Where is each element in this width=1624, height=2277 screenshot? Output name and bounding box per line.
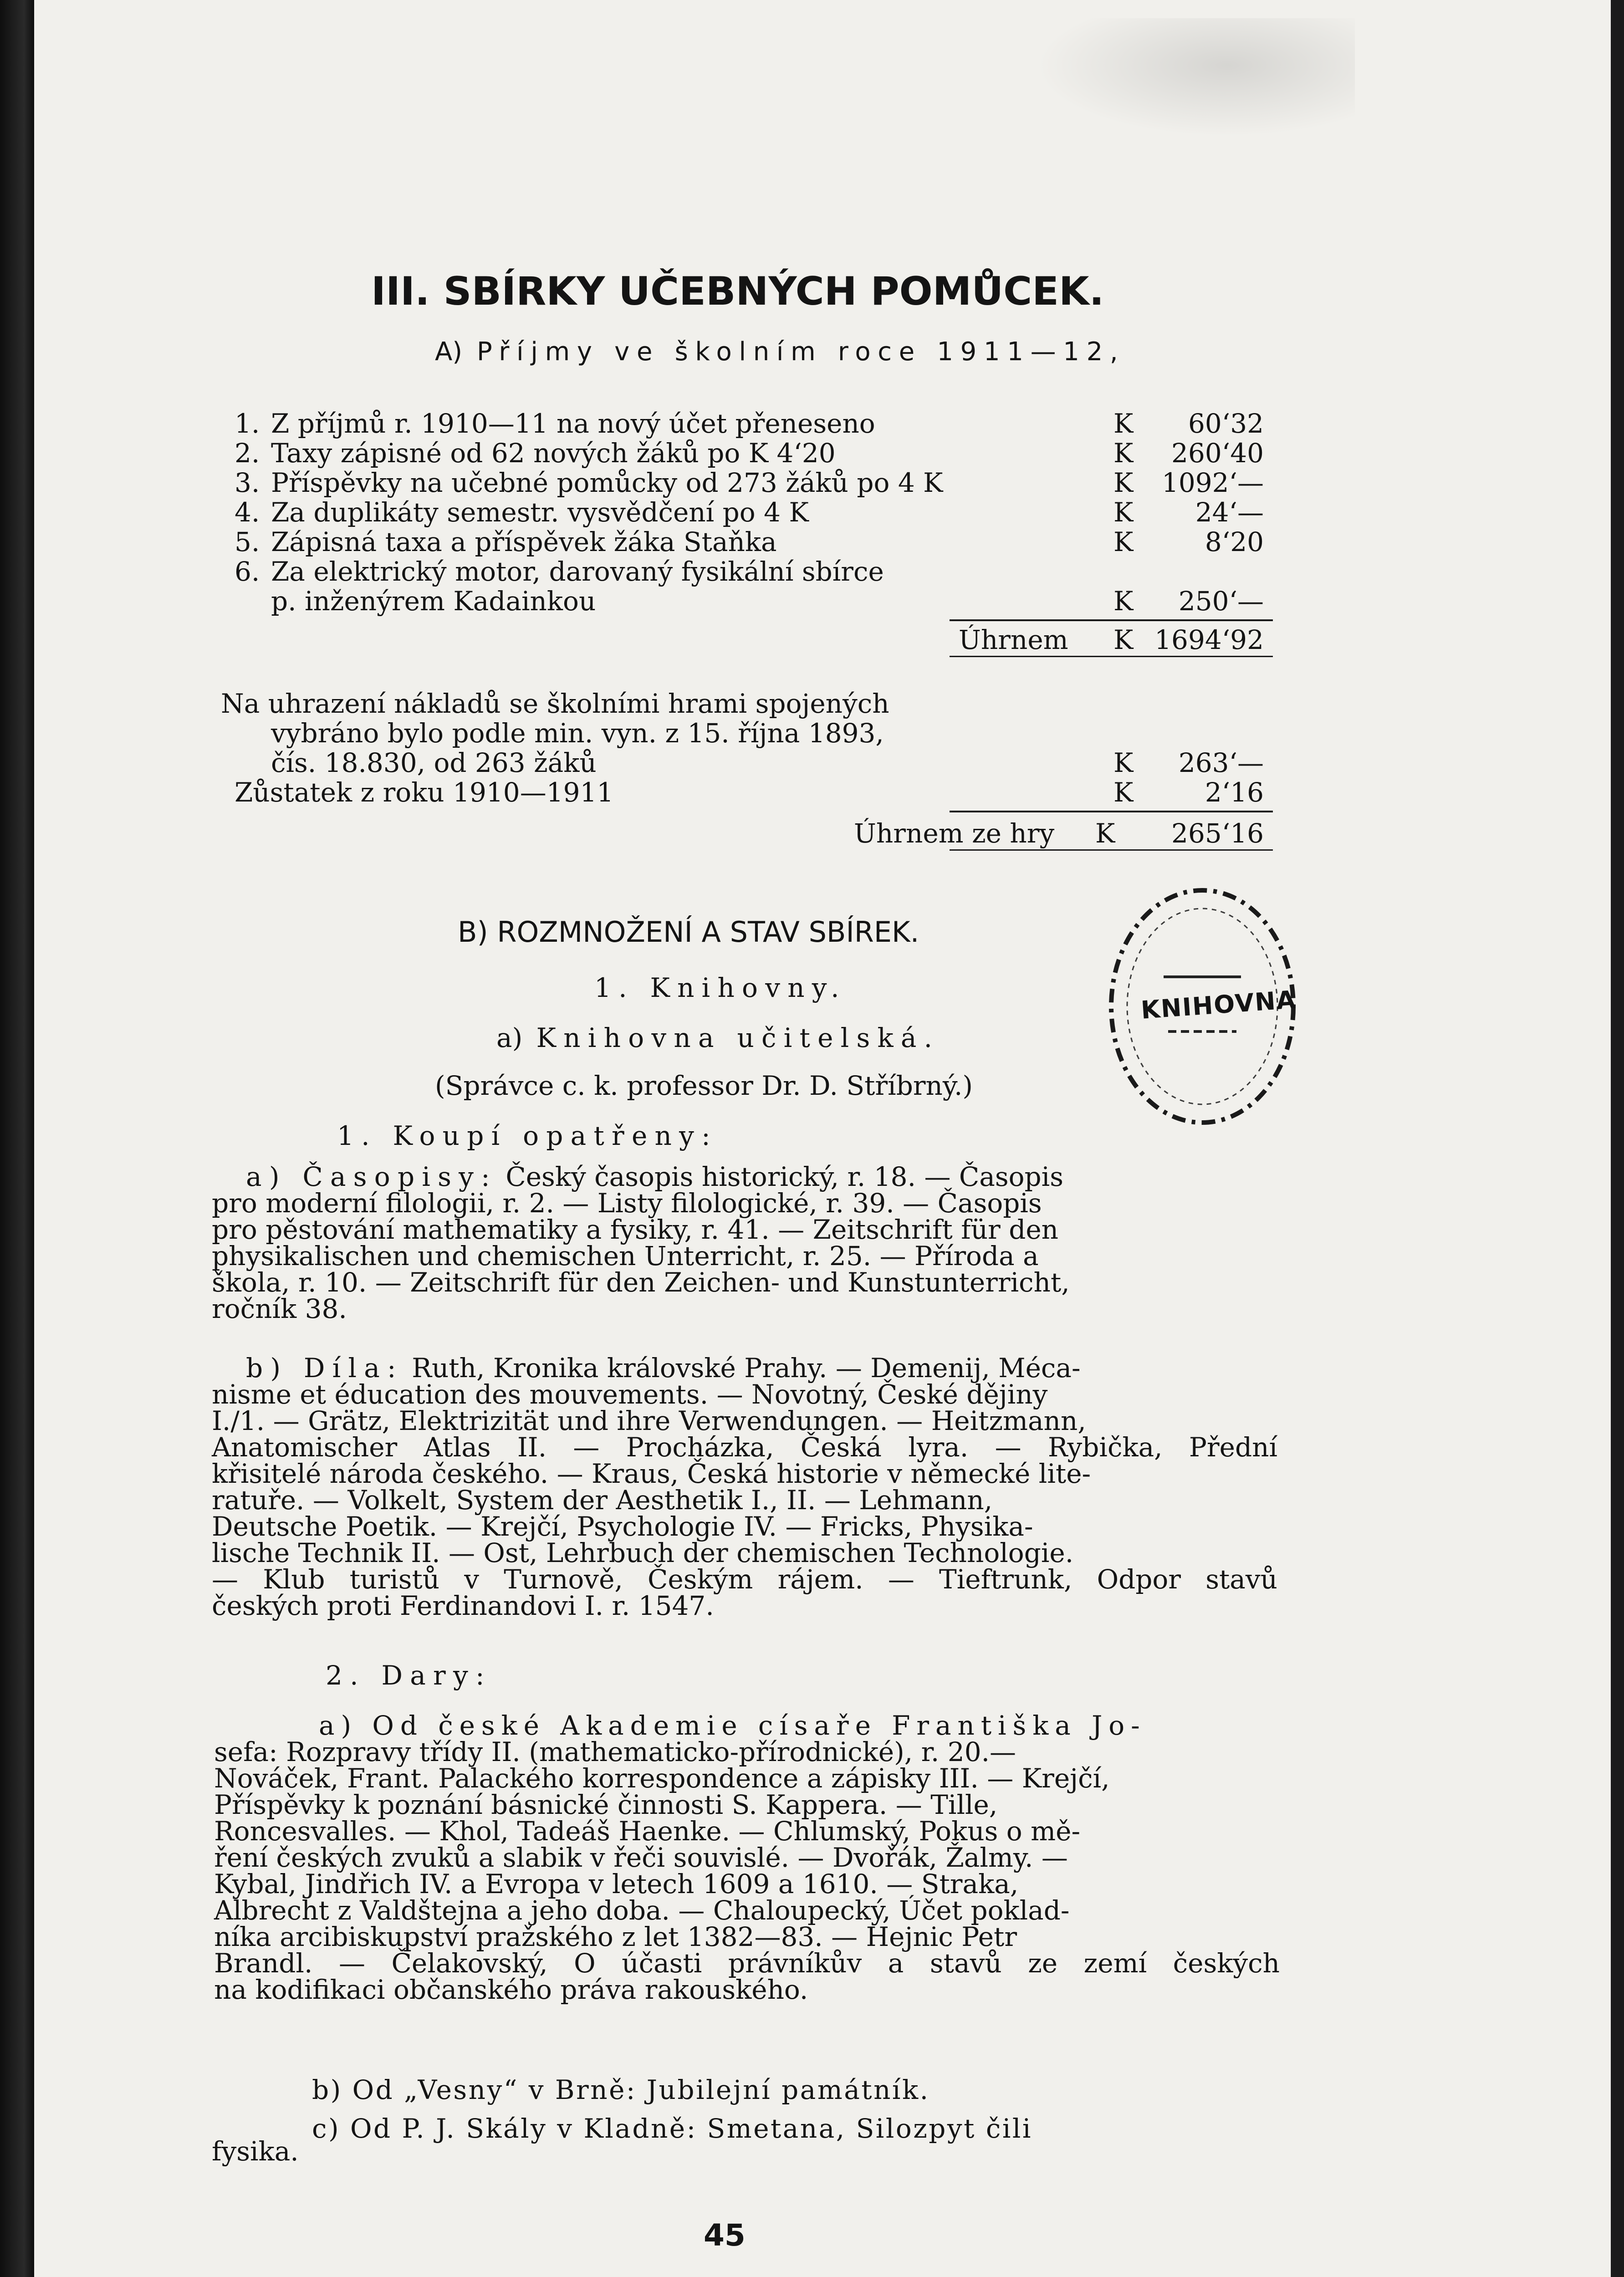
donation-a-paragraph: [214, 1712, 1280, 2003]
games-total-currency: K: [1095, 818, 1115, 849]
donation-b: b) Od „Vesny“ v Brně: Jubilejní památník.: [312, 2074, 930, 2105]
libraries-heading-text: 1. Knihovny.: [594, 972, 847, 1003]
income-row-text: p. inženýrem Kadainkou: [271, 586, 596, 617]
games-total-label: Úhrnem ze hry: [854, 818, 1055, 849]
library-administrator: (Správce c. k. professor Dr. D. Stříbrný.): [435, 1070, 973, 1101]
games-amount: 263‘—: [1178, 747, 1264, 778]
income-row-currency: K: [1113, 408, 1134, 439]
donation-a-line: sefa: Rozpravy třídy II. (mathematicko-přírodnické), r. 20.—: [214, 1736, 1016, 1767]
journals-line: Český časopis historický, r. 18. — Časopis: [506, 1161, 1063, 1192]
donation-a-line: Albrecht z Valdštejna a jeho doba. — Chaloupecký, Účet poklad-: [214, 1895, 1070, 1926]
donation-a-line: Příspěvky k poznání básnické činnosti S. Kappera. — Tille,: [214, 1789, 998, 1820]
income-row-number: 3.: [235, 467, 260, 498]
games-currency: K: [1113, 747, 1134, 778]
games-text-line: Na uhrazení nákladů se školními hrami spojených: [221, 688, 889, 719]
journals-line: pro pěstování mathematiky a fysiky, r. 41. — Zeitschrift für den: [212, 1214, 1059, 1245]
works-line: lische Technik II. — Ost, Lehrbuch der chemischen Technologie.: [212, 1537, 1074, 1568]
donation-a-line: na kodifikaci občanského práva rakouského.: [214, 1974, 808, 2005]
works-line: křisitelé národa českého. — Kraus, Česká historie v německé lite-: [212, 1458, 1091, 1489]
donation-a-line: Brandl. — Čelakovský, O účasti právníkův a stavů ze zemí českých: [214, 1948, 1280, 1979]
binding-edge: [0, 0, 34, 2277]
donation-c: c) Od P. J. Skály v Kladně: Smetana, Silozpyt čili: [312, 2113, 1032, 2144]
purchases-heading-text: 1. Koupí opatřeny:: [337, 1120, 718, 1151]
works-line: Anatomischer Atlas II. — Procházka, Česká lyra. — Rybička, Přední: [212, 1432, 1277, 1463]
works-line: Deutsche Poetik. — Krejčí, Psychologie IV. — Fricks, Physika-: [212, 1511, 1033, 1542]
donation-a-line: Roncesvalles. — Khol, Tadeáš Haenke. — Chlumský, Pokus o mě-: [214, 1816, 1081, 1847]
works-line: ratuře. — Volkelt, System der Aesthetik I., II. — Lehmann,: [212, 1485, 993, 1516]
stamp-text: KNIHOVNA: [1140, 985, 1297, 1025]
donation-c-continuation: fysika.: [212, 2136, 299, 2167]
games-balance-currency: K: [1113, 777, 1134, 808]
income-row-amount: 1092‘—: [1161, 467, 1264, 498]
subsection-a-heading: [435, 337, 1125, 367]
games-line-3-text: čís. 18.830, od 263 žáků: [271, 747, 597, 778]
journals-first-line: [212, 1161, 1277, 1192]
works-line: českých proti Ferdinandovi I. r. 1547.: [212, 1590, 714, 1621]
income-row-number: 2.: [235, 438, 260, 469]
games-line-3: [271, 749, 597, 776]
teacher-library-title: Knihovna učitelská.: [536, 1022, 940, 1053]
income-row-currency: K: [1113, 586, 1134, 617]
section-title: III. SBÍRKY UČEBNÝCH POMŮCEK.: [371, 269, 1104, 314]
total-rule: [950, 619, 1273, 621]
income-total-label: Úhrnem: [959, 624, 1068, 655]
journals-line: physikalischen und chemischen Unterricht, r. 25. — Příroda a: [212, 1241, 1039, 1271]
works-paragraph: [212, 1355, 1277, 1619]
income-row-text: Z příjmů r. 1910—11 na nový účet přeneseno: [271, 408, 875, 439]
journals-line: škola, r. 10. — Zeitschrift für den Zeichen- und Kunstunterricht,: [212, 1267, 1070, 1298]
games-balance-text: Zůstatek z roku 1910—1911: [235, 777, 614, 808]
journals-paragraph: [212, 1161, 1277, 1324]
donation-a-line: Kybal, Jindřich IV. a Evropa v letech 1609 a 1610. — Straka,: [214, 1869, 1019, 1899]
works-line: Ruth, Kronika královské Prahy. — Demenij, Méca-: [412, 1353, 1081, 1384]
income-row-number: 6.: [235, 556, 260, 587]
subsection-b-heading: B) ROZMNOŽENÍ A STAV SBÍREK.: [458, 915, 919, 949]
donation-a-label: a) Od české Akademie císaře Františka Jo-: [319, 1710, 1146, 1741]
income-row-amount: 250‘—: [1178, 586, 1264, 617]
libraries-heading: [594, 972, 847, 1003]
donations-heading: [326, 1660, 492, 1691]
games-text-line: vybráno bylo podle min. vyn. z 15. října 1893,: [271, 718, 884, 749]
income-row-text: Za duplikáty semestr. vysvědčení po 4 K: [271, 497, 809, 528]
games-total-rule: [950, 811, 1273, 812]
journals-label: a) Časopisy:: [246, 1161, 497, 1192]
income-row-number: 5.: [235, 526, 260, 557]
income-row-currency: K: [1113, 526, 1134, 557]
games-total-underline: [950, 849, 1273, 851]
subsection-a-title: Příjmy ve školním roce 1911—12,: [476, 337, 1125, 367]
works-line: — Klub turistů v Turnově, Českým rájem. — Tieftrunk, Odpor stavů: [212, 1564, 1277, 1595]
scanned-page: [34, 0, 1611, 2277]
income-row-amount: 60‘32: [1188, 408, 1264, 439]
donation-a-line: níka arcibiskupství pražského z let 1382—83. — Hejnic Petr: [214, 1921, 1017, 1952]
income-row-text: Taxy zápisné od 62 nových žáků po K 4‘20: [271, 438, 836, 469]
teacher-library-heading: [496, 1022, 940, 1053]
scan-smudge: [1036, 18, 1355, 137]
income-row-currency: K: [1113, 497, 1134, 528]
games-balance-amount: 2‘16: [1205, 777, 1264, 808]
journals-line: pro moderní filologii, r. 2. — Listy filologické, r. 39. — Časopis: [212, 1188, 1042, 1219]
donations-heading-text: 2. Dary:: [326, 1660, 492, 1691]
income-total-currency: K: [1113, 624, 1134, 655]
income-row-amount: 8‘20: [1205, 526, 1264, 557]
works-first-line: [212, 1353, 1277, 1384]
page-number: 45: [704, 2218, 746, 2253]
works-line: I./1. — Grätz, Elektrizität und ihre Verwendungen. — Heitzmann,: [212, 1405, 1086, 1436]
journals-line: ročník 38.: [212, 1293, 347, 1324]
teacher-library-letter: a): [496, 1022, 523, 1053]
donation-a-line: ření českých zvuků a slabik v řeči souvislé. — Dvořák, Žalmy. —: [214, 1842, 1068, 1873]
income-row-amount: 24‘—: [1195, 497, 1264, 528]
total-underline: [950, 656, 1273, 657]
income-total-amount: 1694‘92: [1154, 624, 1264, 655]
income-row-text: Zápisná taxa a příspěvek žáka Staňka: [271, 526, 777, 557]
library-stamp: [1100, 879, 1305, 1134]
purchases-heading: [337, 1120, 718, 1151]
income-row-amount: 260‘40: [1171, 438, 1264, 469]
income-row-number: 4.: [235, 497, 260, 528]
subsection-a-letter: A): [435, 337, 463, 367]
income-row-number: 1.: [235, 408, 260, 439]
donation-a-line: Nováček, Frant. Palackého korrespondence a zápisky III. — Krejčí,: [214, 1763, 1110, 1794]
works-line: nisme et éducation des mouvements. — Novotný, České dějiny: [212, 1379, 1048, 1410]
income-row-text: Za elektrický motor, darovaný fysikální sbírce: [271, 556, 884, 587]
income-row-currency: K: [1113, 467, 1134, 498]
games-total-amount: 265‘16: [1171, 818, 1264, 849]
works-label: b) Díla:: [246, 1353, 403, 1384]
income-row-text: Příspěvky na učebné pomůcky od 273 žáků po 4 K: [271, 467, 943, 498]
income-row-currency: K: [1113, 438, 1134, 469]
